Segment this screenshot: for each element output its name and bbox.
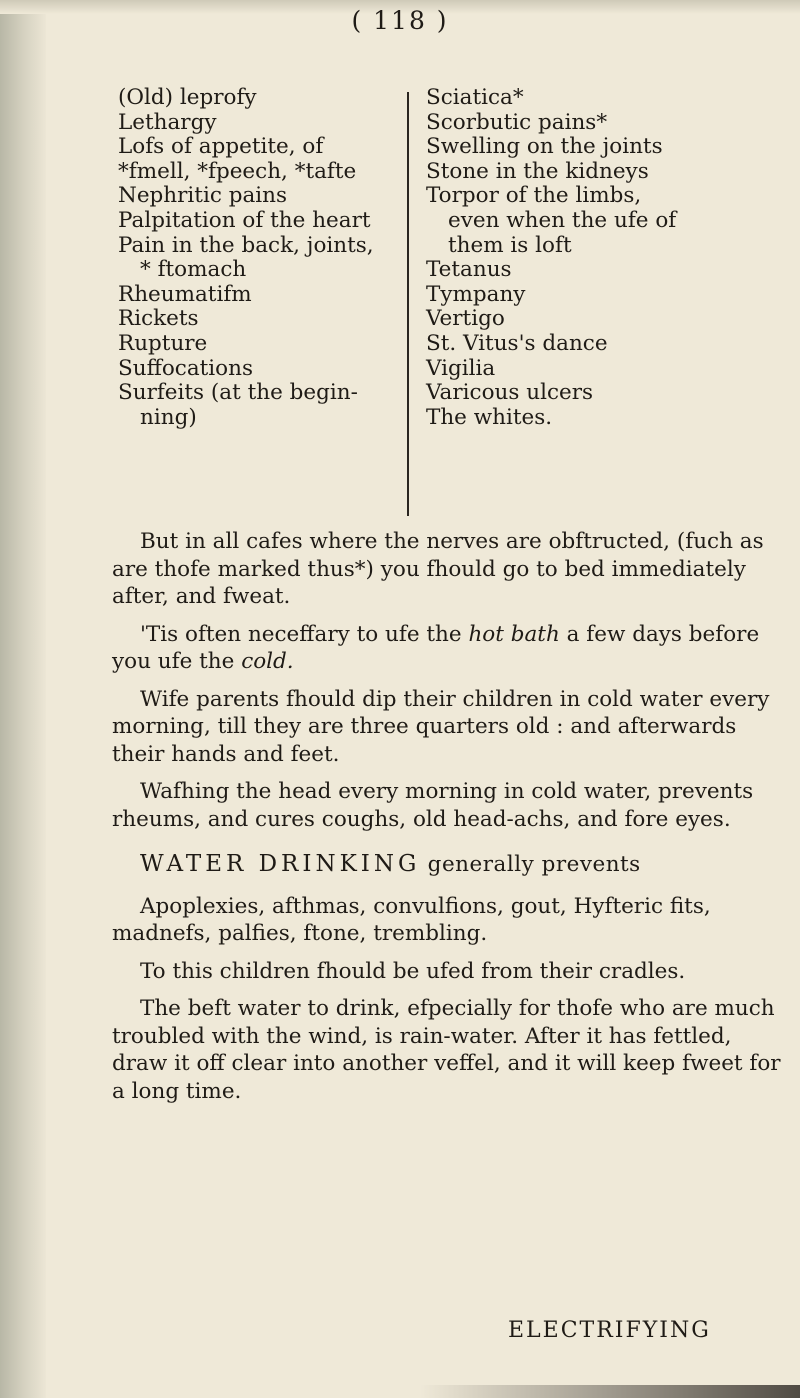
ailments-right-column [426,86,756,430]
paragraph-hot-bath-middle: a few days before you ufe the [112,621,760,674]
ailment-entry: Rickets [118,306,199,332]
ailment-entry: Torpor of the limbs, [426,183,642,209]
ailments-left-column [118,86,402,430]
ailment-entry: Vigilia [426,355,496,381]
cold-emphasis: cold. [241,649,294,674]
paragraph-cradles: To this children fhould be ufed from their cradles. [140,958,686,984]
ailment-entry: Lethargy [118,109,217,135]
ailment-entry: Suffocations [118,355,253,381]
paragraph-hot-bath [112,621,788,676]
ailment-entry: (Old) leprofy [118,85,257,110]
water-drinking-caps: WATER DRINKING [140,851,421,877]
ailment-entry: Palpitation of the heart [118,207,371,233]
ailment-entry: Tympany [426,281,526,307]
ailment-entry: Pain in the back, joints, [118,232,374,258]
body-text [112,528,788,1115]
water-drinking-rest: generally prevents [420,852,641,877]
ailment-entry: Rheumatifm [118,281,252,307]
ailment-entry: Surfeits (at the begin- [118,380,358,406]
paragraph-ailments-prevented: Apoplexies, afthmas, convulfions, gout, Hyfteric fits, madnefs, palfies, ftone, trembling. [112,893,711,946]
paragraph-hot-bath-start: 'Tis often neceffary to ufe the [140,621,469,647]
ailment-entry: The whites. [426,404,553,430]
ailment-entry: even when the ufe of [448,207,677,233]
page-edge-smudge [420,1385,800,1398]
paragraph-washing-head: Wafhing the head every morning in cold water, prevents rheums, and cures coughs, old head-achs, and fore eyes. [112,779,754,832]
water-drinking-heading [112,851,788,879]
ailment-entry: Stone in the kidneys [426,158,649,184]
paragraph-best-water: The beft water to drink, efpecially for thofe who are much troubled with the wind, is rain-water. After it has fettled, draw it off clear into another veffel, and it will keep fweet for a long time. [112,996,781,1104]
page-gutter-shadow [0,0,46,1398]
catchword: ELECTRIFYING [508,1318,711,1343]
ailment-entry: Vertigo [426,306,505,332]
ailment-entry: *fmell, *fpeech, *tafte [118,158,357,184]
ailment-entry: Nephritic pains [118,183,288,209]
ailment-entry: Swelling on the joints [426,134,663,160]
ailment-entry: Sciatica* [426,85,524,110]
column-divider [407,92,409,516]
ailment-entry: ning) [140,404,197,430]
paragraph-children-dip: Wife parents fhould dip their children in cold water every morning, till they are three quarters old : and afterwards their hands and feet. [112,686,770,767]
ailment-entry: Tetanus [426,257,512,283]
ailment-entry: Varicous ulcers [426,380,594,406]
ailment-entry: them is loft [448,232,572,258]
ailment-entry: Rupture [118,330,208,356]
page-number: ( 118 ) [351,6,449,35]
ailment-entry: Lofs of appetite, of [118,134,324,160]
ailment-entry: * ftomach [140,257,247,283]
hot-bath-emphasis: hot bath [468,621,560,647]
ailment-entry: Scorbutic pains* [426,109,608,135]
ailment-entry: St. Vitus's dance [426,330,608,356]
paragraph-nerves: But in all cafes where the nerves are obftructed, (fuch as are thofe marked thus*) you fhould go to bed immediately after, and fweat. [112,529,764,609]
